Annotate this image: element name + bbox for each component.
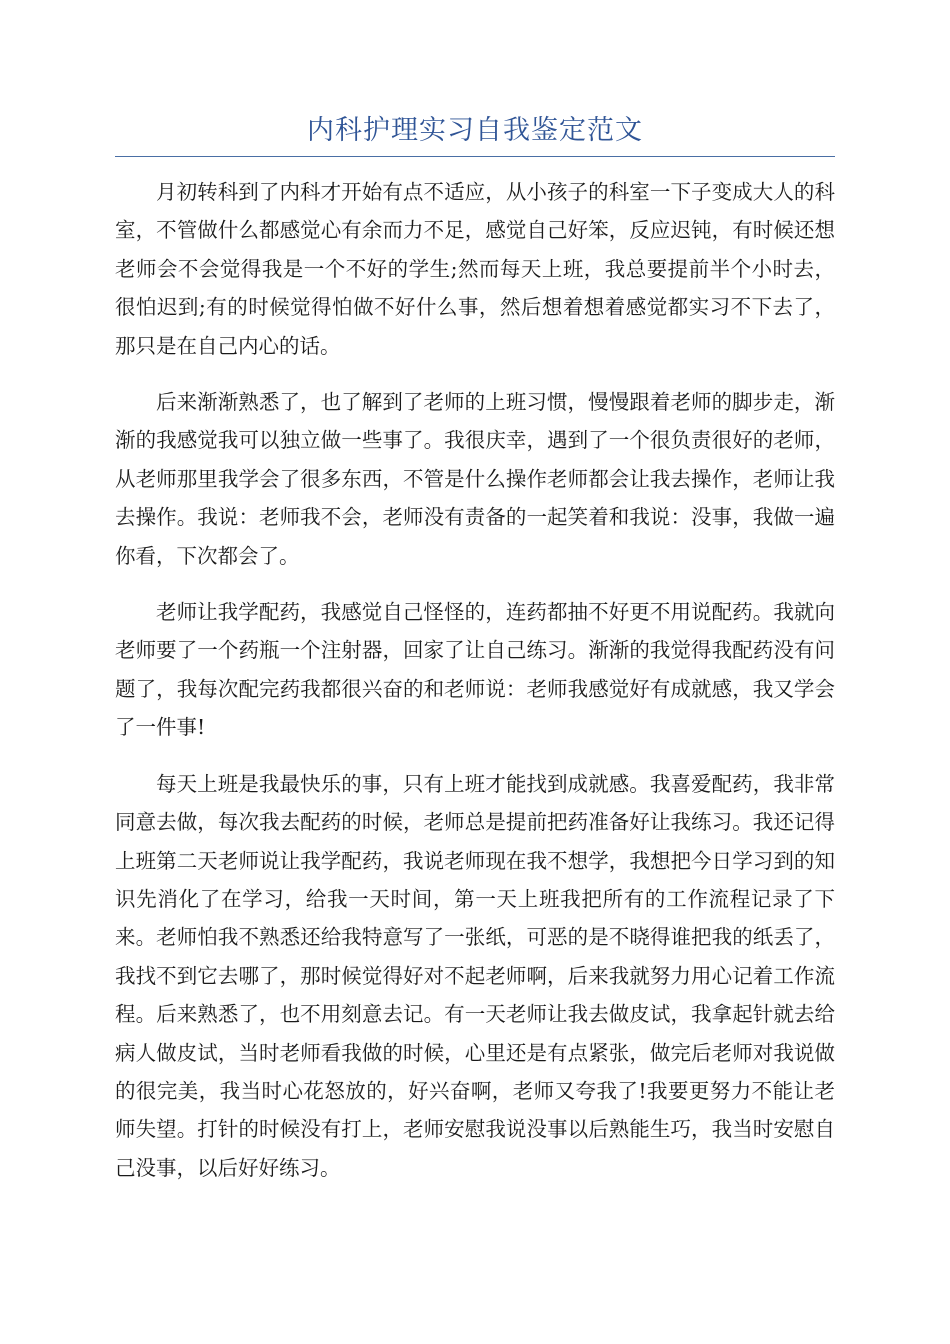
- document-body: [115, 173, 835, 1205]
- paragraph-2: 后来渐渐熟悉了，也了解到了老师的上班习惯，慢慢跟着老师的脚步走，渐渐的我感觉我可以独立做一些事了。我很庆幸，遇到了一个很负责很好的老师，从老师那里我学会了很多东西，不管是什么操作老师都会让我去操作，老师让我去操作。我说：老师我不会，老师没有责备的一起笑着和我说：没事，我做一遍你看，下次都会了。: [115, 390, 835, 568]
- paragraph-1: 月初转科到了内科才开始有点不适应，从小孩子的科室一下子变成大人的科室，不管做什么都感觉心有余而力不足，感觉自己好笨，反应迟钝，有时候还想老师会不会觉得我是一个不好的学生;然而每天上班，我总要提前半个小时去，很怕迟到;有的时候觉得怕做不好什么事，然后想着想着感觉都实习不下去了，那只是在自己内心的话。: [115, 180, 835, 358]
- paragraph-4: 每天上班是我最快乐的事，只有上班才能找到成就感。我喜爱配药，我非常同意去做，每次我去配药的时候，老师总是提前把药准备好让我练习。我还记得上班第二天老师说让我学配药，我说老师现在我不想学，我想把今日学习到的知识先消化了在学习，给我一天时间，第一天上班我把所有的工作流程记录了下来。老师怕我不熟悉还给我特意写了一张纸，可恶的是不晓得谁把我的纸丢了，我找不到它去哪了，那时候觉得好对不起老师啊，后来我就努力用心记着工作流程。后来熟悉了，也不用刻意去记。有一天老师让我去做皮试，我拿起针就去给病人做皮试，当时老师看我做的时候，心里还是有点紧张，做完后老师对我说做的很完美，我当时心花怒放的，好兴奋啊，老师又夸我了!我要更努力不能让老师失望。打针的时候没有打上，老师安慰我说没事以后熟能生巧，我当时安慰自己没事，以后好好练习。: [115, 771, 835, 1180]
- page-title: 内科护理实习自我鉴定范文: [307, 115, 643, 146]
- title-block: [115, 112, 835, 157]
- paragraph-3: 老师让我学配药，我感觉自己怪怪的，连药都抽不好更不用说配药。我就向老师要了一个药瓶一个注射器，回家了让自己练习。渐渐的我觉得我配药没有问题了，我每次配完药我都很兴奋的和老师说：老师我感觉好有成就感，我又学会了一件事!: [115, 600, 835, 740]
